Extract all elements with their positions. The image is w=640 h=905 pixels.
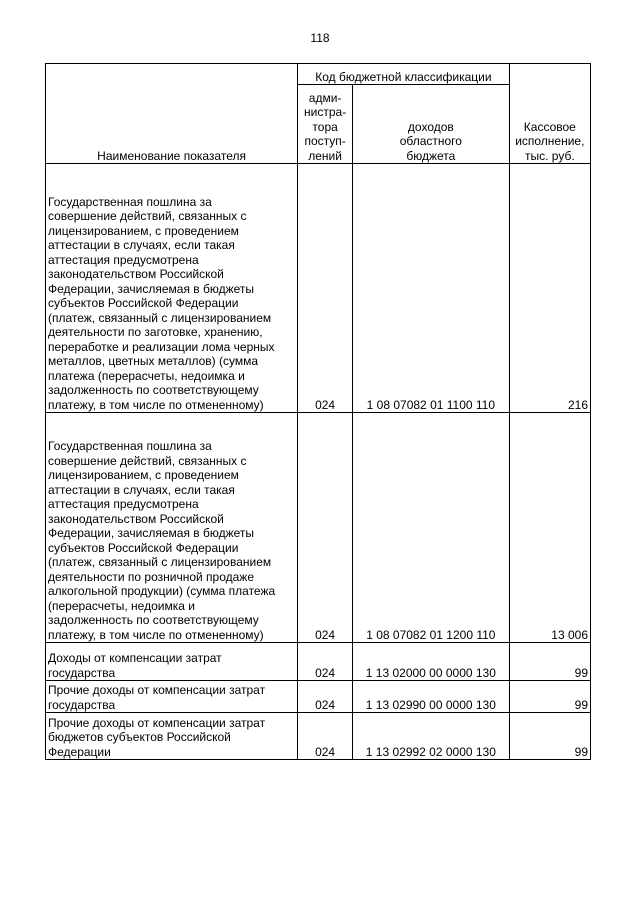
page-number: 118 [310, 31, 330, 45]
row-admin-code: 024 [298, 643, 353, 681]
row-amount: 99 [509, 681, 590, 713]
row-amount: 99 [509, 643, 590, 681]
row-budget-code: 1 13 02992 02 0000 130 [353, 713, 510, 760]
row-budget-code: 1 13 02000 00 0000 130 [353, 643, 510, 681]
row-name: Прочие доходы от компенсации затрат бюджетов субъектов Российской Федерации [46, 713, 298, 760]
row-name: Прочие доходы от компенсации затрат государства [46, 681, 298, 713]
table-header [46, 64, 591, 164]
table-row [46, 643, 591, 681]
table-row [46, 413, 591, 643]
row-budget-code: 1 13 02990 00 0000 130 [353, 681, 510, 713]
header-budget-code-group: Код бюджетной классификации [298, 64, 509, 85]
row-name: Государственная пошлина за совершение действий, связанных с лицензированием, с проведением аттестации в случаях, если такая аттестация предусмотрена законодательством Российской Федерации, зачисляемая в бюджеты субъектов Российской Федерации (платеж, связанный с лицензированием деятельности по заготовке, хранению, переработке и реализации лома черных металлов, цветных металлов) (сумма платежа (перерасчеты, недоимка и задолженность по соответствующему платежу, в том числе по отмененному) [46, 164, 298, 413]
header-administrator: адми- нистра- тора поступ- лений [298, 85, 353, 164]
row-admin-code: 024 [298, 681, 353, 713]
row-admin-code: 024 [298, 413, 353, 643]
table-row [46, 713, 591, 760]
header-name: Наименование показателя [46, 64, 298, 164]
row-amount: 13 006 [509, 413, 590, 643]
header-cash-execution: Кассовое исполнение, тыс. руб. [509, 64, 590, 164]
header-regional-income: доходов областного бюджета [353, 85, 510, 164]
row-admin-code: 024 [298, 713, 353, 760]
row-amount: 216 [509, 164, 590, 413]
table-row [46, 681, 591, 713]
table-row [46, 164, 591, 413]
row-budget-code: 1 08 07082 01 1100 110 [353, 164, 510, 413]
row-amount: 99 [509, 713, 590, 760]
row-admin-code: 024 [298, 164, 353, 413]
budget-table [45, 63, 591, 760]
row-name: Государственная пошлина за совершение действий, связанных с лицензированием, с проведением аттестации в случаях, если такая аттестация предусмотрена законодательством Российской Федерации, зачисляемая в бюджеты субъектов Российской Федерации (платеж, связанный с лицензированием деятельности по розничной продаже алкогольной продукции) (сумма платежа (перерасчеты, недоимка и задолженность по соответствующему платежу, в том числе по отмененному) [46, 413, 298, 643]
row-name: Доходы от компенсации затрат государства [46, 643, 298, 681]
row-budget-code: 1 08 07082 01 1200 110 [353, 413, 510, 643]
